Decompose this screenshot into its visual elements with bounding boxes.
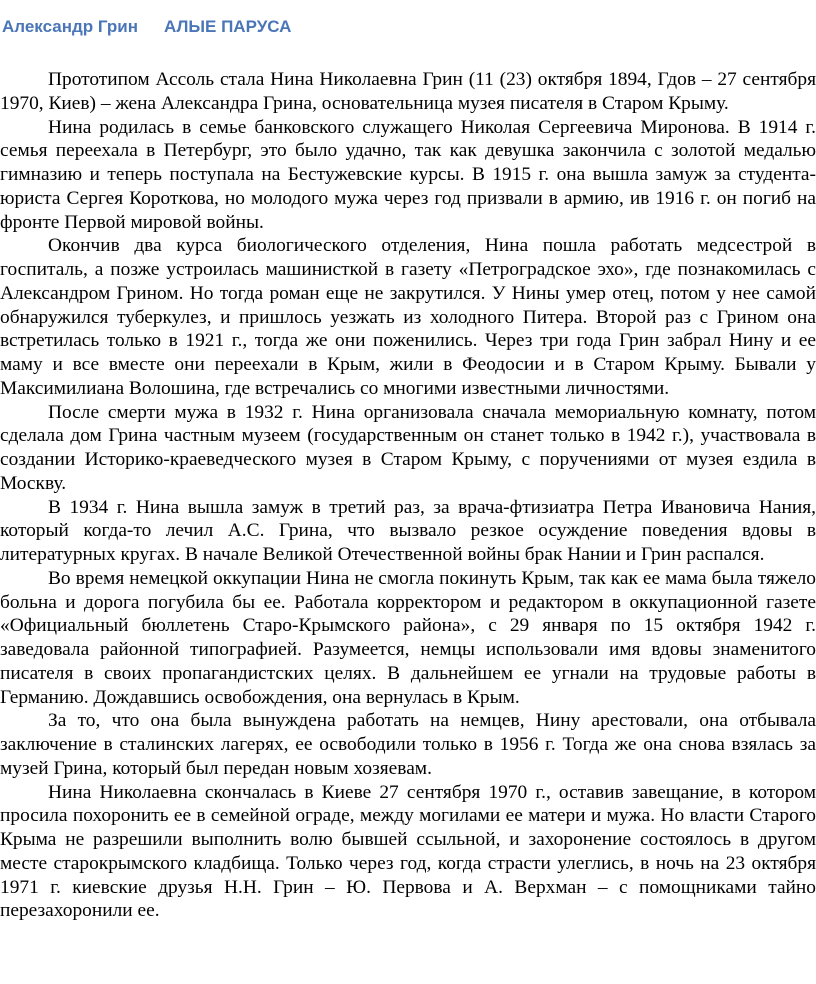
paragraph: В 1934 г. Нина вышла замуж в третий раз, за врача-фтизиатра Петра Ивановича Нания, который когда-то лечил А.С. Грина, что вызвало резкое осуждение поведения вдовы в литературных кругах. В начале Великой Отечественной войны брак Нании и Грин распался.: [0, 496, 816, 565]
paragraph: Прототипом Ассоль стала Нина Николаевна Грин (11 (23) октября 1894, Гдов – 27 сентября 1970, Киев) – жена Александра Грина, основательница музея писателя в Старом Крыму.: [0, 69, 816, 114]
author-name: Александр Грин: [2, 17, 138, 36]
paragraph: Нина родилась в семье банковского служащего Николая Сергеевича Миронова. В 1914 г. семья переехала в Петербург, это было удачно, так как девушка закончила с золотой медалью гимназию и теперь поступала на Бестужевские курсы. В 1915 г. она вышла замуж за студента-юриста Сергея Короткова, но молодого мужа через год призвали в армию, ив 1916 г. он погиб на фронте Первой мировой войны.: [0, 116, 816, 233]
paragraph: За то, что она была вынуждена работать на немцев, Нину арестовали, она отбывала заключение в сталинских лагерях, ее освободили только в 1956 г. Тогда же она снова взялась за музей Грина, который был передан новым хозяевам.: [0, 710, 816, 779]
document-header: [2, 17, 291, 37]
document-body: [0, 68, 816, 923]
paragraph: После смерти мужа в 1932 г. Нина организовала сначала мемориальную комнату, потом сделала дом Грина частным музеем (государственным он станет только в 1942 г.), участвовала в создании Историко-краеведческого музея в Старом Крыму, с поручениями от музея ездила в Москву.: [0, 401, 816, 494]
paragraph: Нина Николаевна скончалась в Киеве 27 сентября 1970 г., оставив завещание, в котором просила похоронить ее в семейной ограде, между могилами ее матери и мужа. Но власти Старого Крыма не разрешили выполнить волю бывшей ссыльной, и захоронение состоялось в другом месте старокрымского кладбища. Только через год, когда страсти улеглись, в ночь на 23 октября 1971 г. киевские друзья Н.Н. Грин – Ю. Первова и А. Верхман – с помощниками тайно перезахоронили ее.: [0, 781, 816, 922]
paragraph: Во время немецкой оккупации Нина не смогла покинуть Крым, так как ее мама была тяжело больна и дорога погубила бы ее. Работала корректором и редактором в оккупационной газете «Официальный бюллетень Старо-Крымского района», с 29 января по 15 октября 1942 г. заведовала районной типографией. Разумеется, немцы использовали имя вдовы знаменитого писателя в своих пропагандистских целях. В дальнейшем ее угнали на трудовые работы в Германию. Дождавшись освобождения, она вернулась в Крым.: [0, 567, 816, 708]
paragraph: Окончив два курса биологического отделения, Нина пошла работать медсестрой в госпиталь, а позже устроилась машинисткой в газету «Петроградское эхо», где познакомилась с Александром Грином. Но тогда роман еще не закрутился. У Нины умер отец, потом у нее самой обнаружился туберкулез, и пришлось уезжать из холодного Питера. Второй раз с Грином она встретилась только в 1921 г., тогда же они поженились. Через три года Грин забрал Нину и ее маму и все вместе они переехали в Крым, жили в Феодосии и в Старом Крыму. Бывали у Максимилиана Волошина, где встречались со многими известными личностями.: [0, 235, 816, 399]
work-title: АЛЫЕ ПАРУСА: [163, 17, 292, 36]
